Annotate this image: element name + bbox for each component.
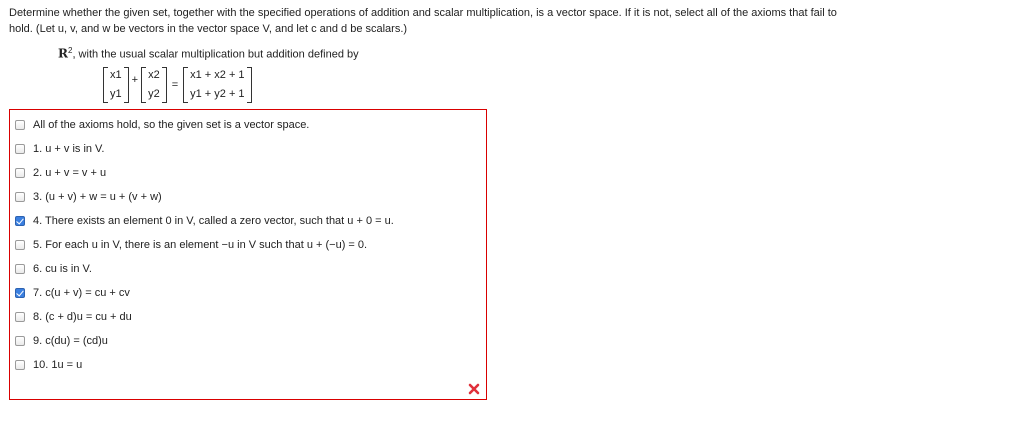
- option-checkbox[interactable]: [15, 240, 25, 250]
- option-label: 1. u + v is in V.: [33, 143, 105, 155]
- option-axiom-2[interactable]: [15, 165, 106, 181]
- option-axiom-3[interactable]: [15, 189, 162, 205]
- option-checkbox[interactable]: [15, 144, 25, 154]
- matrix-2: [141, 67, 167, 103]
- option-label: All of the axioms hold, so the given set is a vector space.: [33, 119, 310, 131]
- equals-sign: =: [171, 79, 179, 91]
- option-label: 8. (c + d)u = cu + du: [33, 311, 132, 323]
- option-checkbox[interactable]: [15, 360, 25, 370]
- option-label: 7. c(u + v) = cu + cv: [33, 287, 130, 299]
- option-axiom-4[interactable]: [15, 213, 394, 229]
- option-checkbox[interactable]: [15, 336, 25, 346]
- incorrect-x-icon: [468, 383, 480, 395]
- option-label: 5. For each u in V, there is an element −u in V such that u + (−u) = 0.: [33, 239, 368, 251]
- option-checkbox-checked[interactable]: [15, 216, 25, 226]
- matrix-1-bottom: y1: [110, 88, 122, 100]
- option-axiom-9[interactable]: [15, 333, 108, 349]
- option-label: 4. There exists an element 0 in V, called a zero vector, such that u + 0 = u.: [33, 215, 394, 227]
- option-all-hold[interactable]: [15, 117, 309, 133]
- option-checkbox[interactable]: [15, 312, 25, 322]
- option-axiom-5[interactable]: [15, 237, 367, 253]
- option-label: 3. (u + v) + w = u + (v + w): [33, 191, 162, 203]
- question-text: [9, 5, 1014, 37]
- matrix-1: [103, 67, 129, 103]
- option-axiom-1[interactable]: [15, 141, 104, 157]
- result-matrix: [183, 67, 251, 103]
- option-checkbox[interactable]: [15, 192, 25, 202]
- option-label: 10. 1u = u: [33, 359, 83, 371]
- question-line-2: hold. (Let u, v, and w be vectors in the vector space V, and let c and d be scalars.): [9, 23, 408, 35]
- option-axiom-6[interactable]: [15, 261, 92, 277]
- set-symbol: R: [58, 46, 68, 61]
- option-label: 2. u + v = v + u: [33, 167, 107, 179]
- option-checkbox[interactable]: [15, 168, 25, 178]
- matrix-1-top: x1: [110, 69, 122, 81]
- result-matrix-top: x1 + x2 + 1: [190, 69, 245, 81]
- addition-definition: [103, 66, 252, 104]
- option-checkbox-checked[interactable]: [15, 288, 25, 298]
- plus-sign: +: [131, 74, 139, 86]
- result-matrix-bottom: y1 + y2 + 1: [190, 88, 245, 100]
- option-checkbox[interactable]: [15, 264, 25, 274]
- set-exponent: 2: [67, 46, 73, 55]
- answer-options-box: [9, 109, 487, 400]
- matrix-2-top: x2: [148, 69, 160, 81]
- set-text: , with the usual scalar multiplication but addition defined by: [72, 48, 359, 61]
- question-line-1: Determine whether the given set, together with the specified operations of addition and scalar multiplication, is a vector space. If it is not, select all of the axioms that fail to: [9, 7, 837, 19]
- option-axiom-10[interactable]: [15, 357, 82, 373]
- set-description: [58, 43, 359, 63]
- option-axiom-8[interactable]: [15, 309, 132, 325]
- option-checkbox[interactable]: [15, 120, 25, 130]
- option-axiom-7[interactable]: [15, 285, 130, 301]
- option-label: 6. cu is in V.: [33, 263, 92, 275]
- matrix-2-bottom: y2: [148, 88, 160, 100]
- option-label: 9. c(du) = (cd)u: [33, 335, 108, 347]
